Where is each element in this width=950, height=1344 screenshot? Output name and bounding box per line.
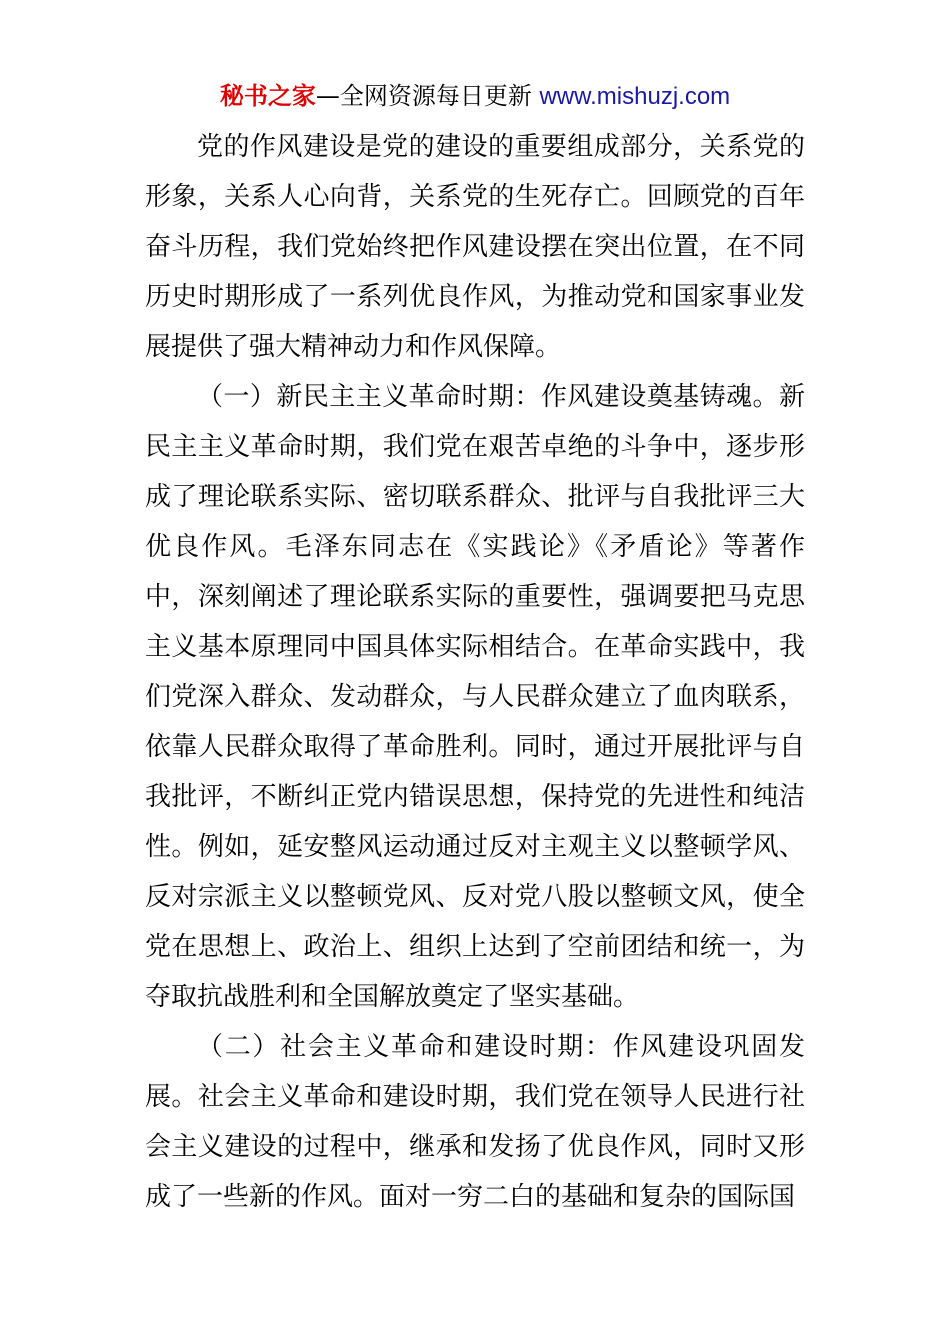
site-url-link[interactable]: www.mishuzj.com (539, 83, 731, 110)
site-brand: 秘书之家 (219, 82, 316, 110)
paragraph-intro: 党的作风建设是党的建设的重要组成部分，关系党的形象，关系人心向背，关系党的生死存亡。回顾党的百年奋斗历程，我们党始终把作风建设摆在突出位置，在不同历史时期形成了一系列优良作风，为推动党和国家事业发展提供了强大精神动力和作风保障。 (145, 132, 805, 362)
site-tagline: —全网资源每日更新 (315, 82, 540, 110)
paragraph-section-2: （二）社会主义革命和建设时期：作风建设巩固发展。社会主义革命和建设时期，我们党在领导人民进行社会主义建设的过程中，继承和发扬了优良作风，同时又形成了一些新的作风。面对一穷二白的基础和复杂的国际国 (145, 1032, 805, 1212)
paragraph-section-1: （一）新民主主义革命时期：作风建设奠基铸魂。新民主主义革命时期，我们党在艰苦卓绝的斗争中，逐步形成了理论联系实际、密切联系群众、批评与自我批评三大优良作风。毛泽东同志在《实践论》《矛盾论》等著作中，深刻阐述了理论联系实际的重要性，强调要把马克思主义基本原理同中国具体实际相结合。在革命实践中，我们党深入群众、发动群众，与人民群众建立了血肉联系，依靠人民群众取得了革命胜利。同时，通过开展批评与自我批评，不断纠正党内错误思想，保持党的先进性和纯洁性。例如，延安整风运动通过反对主观主义以整顿学风、反对宗派主义以整顿党风、反对党八股以整顿文风，使全党在思想上、政治上、组织上达到了空前团结和统一，为夺取抗战胜利和全国解放奠定了坚实基础。 (145, 382, 805, 1012)
document-body (145, 122, 805, 1222)
site-header (0, 78, 950, 115)
